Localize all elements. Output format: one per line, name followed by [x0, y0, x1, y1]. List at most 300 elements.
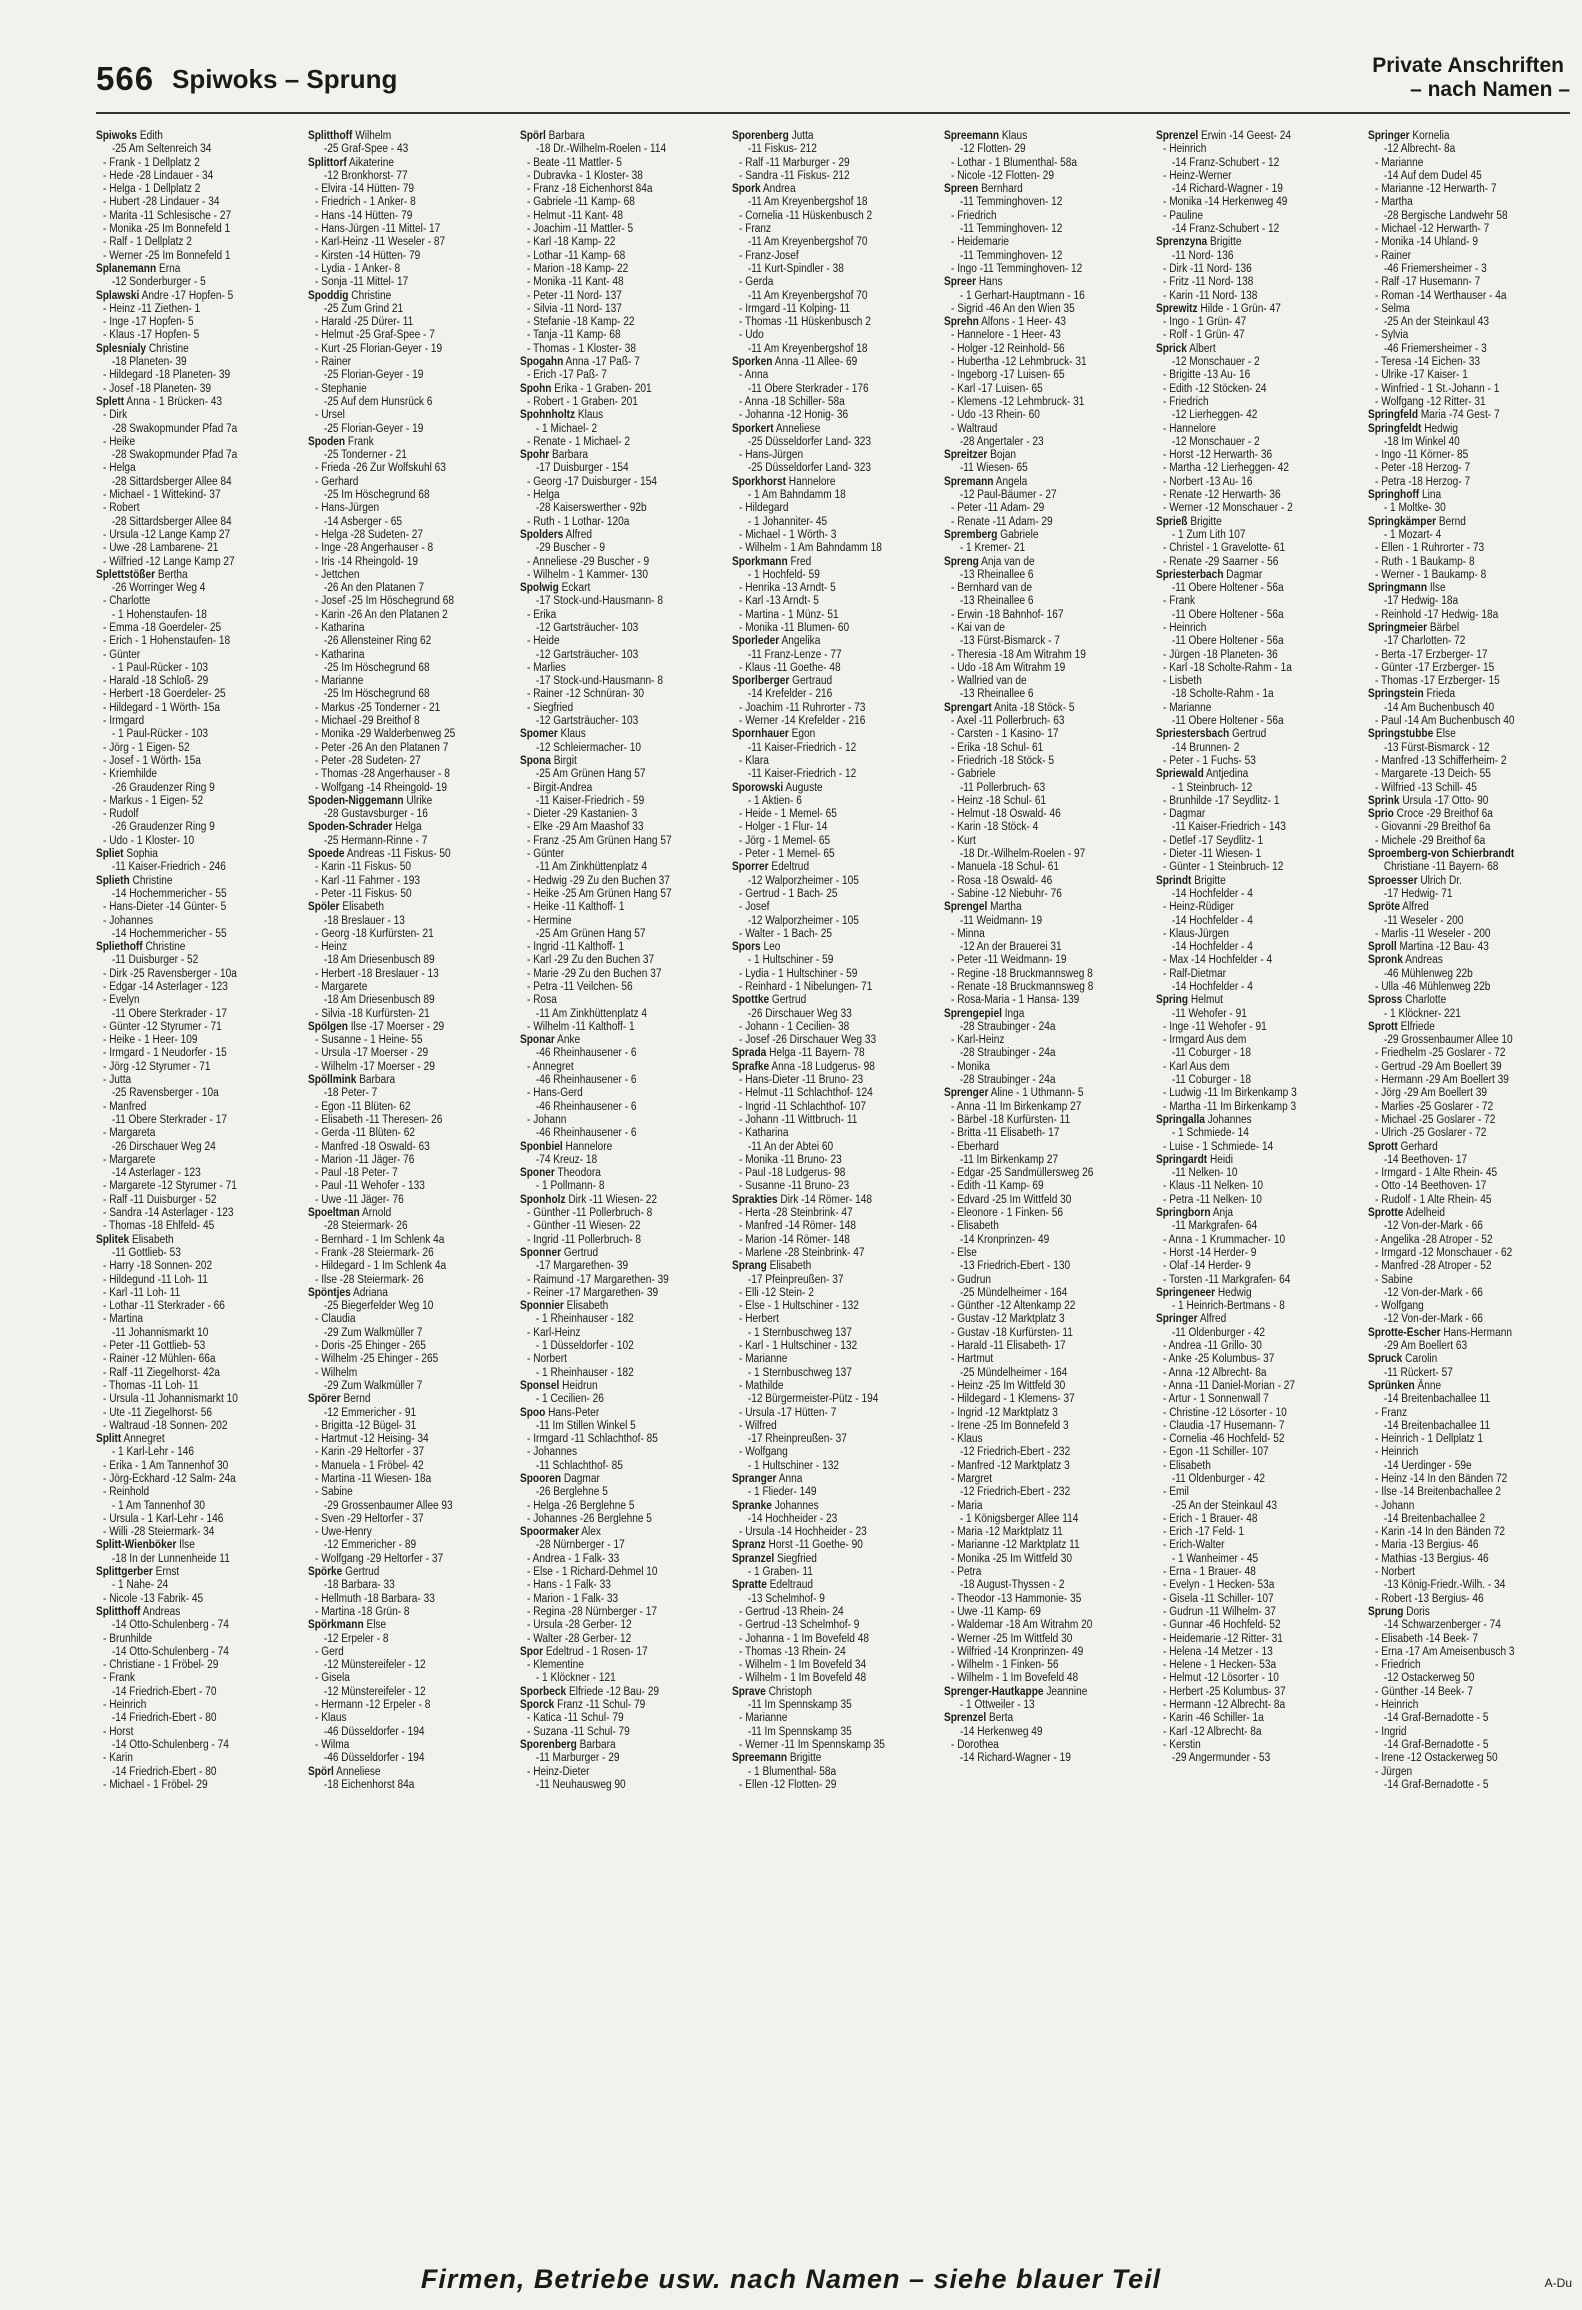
person-entry: - Sandra -14 Asterlager - 123 — [103, 1207, 234, 1220]
surname-entry: Sprehn Alfons - 1 Heer- 43 — [944, 316, 1067, 329]
surname: Sprenzel — [944, 1712, 987, 1725]
person-entry: - Günter -17 Erzberger- 15 — [1375, 661, 1495, 674]
address-line: -12 Albrecht- 8a — [1383, 143, 1456, 156]
person-entry: - Evelyn - 1 Hecken- 53a — [1163, 1579, 1275, 1592]
surname: Sponar — [520, 1034, 555, 1047]
person-entry: - Marianne — [739, 1712, 788, 1725]
address-line: - 1 Blumenthal- 58a — [747, 1765, 837, 1778]
person-entry: - Marlis -11 Weseler - 200 — [1375, 927, 1491, 940]
person-entry: - Wilhelm - 1 Finken- 56 — [951, 1659, 1059, 1672]
person-entry: - Werner -12 Monschauer - 2 — [1163, 502, 1293, 515]
address-line: -14 Graf-Bernadotte - 5 — [1383, 1712, 1489, 1725]
person-entry: - Hubert -28 Lindauer - 34 — [103, 196, 220, 209]
surname: Spöllmink — [308, 1074, 357, 1087]
address-line: Christiane -11 Bayern- 68 — [1383, 861, 1499, 874]
person-entry: - Werner -25 Im Bonnefeld 1 — [103, 249, 231, 262]
surname: Springstubbe — [1368, 728, 1434, 741]
address-line: -11 Obere Holtener - 56a — [1171, 715, 1284, 728]
person-entry: - Martha -12 Lierheggen- 42 — [1163, 462, 1290, 475]
surname-entry: Sporenberg Barbara — [520, 1738, 616, 1751]
surname: Spor — [520, 1645, 544, 1658]
person-entry: - Hans-Dieter -14 Günter- 5 — [103, 901, 227, 914]
address-line: -29 Zum Walkmüller 7 — [323, 1379, 423, 1392]
surname: Spreitzer — [944, 449, 988, 462]
person-entry: - Marion - 1 Falk- 33 — [527, 1592, 619, 1605]
address-line: -46 Mühlenweg 22b — [1383, 967, 1473, 980]
person-entry: - Marlies — [527, 661, 566, 674]
person-entry: - Harry -18 Sonnen- 202 — [103, 1260, 213, 1273]
address-line: -25 Am Grünen Hang 57 — [535, 927, 646, 940]
address-line: -12 Flotten- 29 — [959, 143, 1026, 156]
person-entry: - Eberhard — [951, 1140, 999, 1153]
address-line: -18 Planeten- 39 — [111, 356, 187, 369]
person-entry: - Elisabeth -14 Beek- 7 — [1375, 1632, 1478, 1645]
person-entry: - Jörg -29 Am Boellert 39 — [1375, 1087, 1487, 1100]
surname-entry: Spriesterbach Dagmar — [1156, 568, 1263, 581]
surname-entry: Springalla Johannes — [1156, 1113, 1252, 1126]
person-entry: - Hartmut — [951, 1353, 994, 1366]
person-entry: - Evelyn — [103, 994, 140, 1007]
person-entry: - Marianne — [1163, 701, 1212, 714]
surname: Spriewald — [1156, 768, 1204, 781]
surname: Sporrer — [732, 861, 769, 874]
person-entry: - Ingrid -11 Schlachthof- 107 — [739, 1100, 866, 1113]
page-range-title: Spiwoks – Sprung — [172, 64, 398, 94]
person-entry: - Margarete -12 Styrumer - 71 — [103, 1180, 237, 1193]
person-entry: - Hermann -12 Albrecht- 8a — [1163, 1699, 1286, 1712]
person-entry: - Wilma — [315, 1738, 350, 1751]
person-entry: - Holger -12 Reinhold- 56 — [951, 342, 1065, 355]
person-entry: - Lothar - 1 Blumenthal- 58a — [951, 156, 1078, 169]
surname-entry: Spoede Andreas -11 Fiskus- 50 — [308, 848, 451, 861]
person-entry: - Thomas -13 Rhein- 24 — [739, 1645, 846, 1658]
person-entry: - Joachim -11 Ruhrorter - 73 — [739, 701, 866, 714]
address-line: -46 Rheinhausener - 6 — [535, 1100, 637, 1113]
person-entry: - Rosa-Maria - 1 Hansa- 139 — [951, 994, 1080, 1007]
surname: Spörkmann — [308, 1619, 364, 1632]
surname-entry: Sprakties Dirk -14 Römer- 148 — [732, 1193, 873, 1206]
surname-entry: Sprengart Anita -18 Stöck- 5 — [944, 701, 1075, 714]
address-line: -25 Am Grünen Hang 57 — [535, 768, 646, 781]
surname-entry: Spriewald Antjedina — [1156, 768, 1249, 781]
person-entry: - Elisabeth — [951, 1220, 999, 1233]
surname-entry: Spornhauer Egon — [732, 728, 816, 741]
person-entry: - Irmgard - 1 Alte Rhein- 45 — [1375, 1167, 1498, 1180]
person-entry: - Günter -12 Styrumer - 71 — [103, 1020, 222, 1033]
address-line: -13 Fürst-Bismarck - 12 — [1383, 741, 1490, 754]
address-line: -29 Angermunder - 53 — [1171, 1752, 1271, 1765]
person-entry: - Frieda -26 Zur Wolfskuhl 63 — [315, 462, 446, 475]
header-rule — [96, 112, 1570, 114]
person-entry: - Ellen -12 Flotten- 29 — [739, 1778, 837, 1791]
person-entry: - Josef -26 Dirschauer Weg 33 — [739, 1034, 877, 1047]
person-entry: - Ursula -12 Lange Kamp 27 — [103, 528, 231, 541]
section-subtitle: – nach Namen – — [1410, 78, 1570, 101]
person-entry: - Karl -18 Scholte-Rahm - 1a — [1163, 661, 1292, 674]
person-entry: - Stephanie — [315, 382, 367, 395]
surname-entry: Sponholz Dirk -11 Wiesen- 22 — [520, 1193, 658, 1206]
person-entry: - Karin -46 Schiller- 1a — [1163, 1712, 1264, 1725]
surname: Spohnholtz — [520, 409, 576, 422]
surname: Spliethoff — [96, 941, 143, 954]
surname: Spreer — [944, 276, 977, 289]
person-entry: - Monika -11 Blumen- 60 — [739, 621, 850, 634]
person-entry: - Kirsten -14 Hütten- 79 — [315, 249, 421, 262]
surname: Sponbiel — [520, 1140, 563, 1153]
address-line: -12 Lierheggen- 42 — [1171, 409, 1258, 422]
surname: Spohr — [520, 449, 550, 462]
address-line: -29 Buscher - 9 — [535, 542, 606, 555]
person-entry: - Gertrud - 1 Bach- 25 — [739, 887, 838, 900]
person-entry: - Hede -28 Lindauer - 34 — [103, 169, 214, 182]
surname: Springstein — [1368, 688, 1424, 701]
person-entry: - Monika -14 Herkenweg 49 — [1163, 196, 1288, 209]
address-line: -18 Dr.-Wilhelm-Roelen - 97 — [959, 848, 1086, 861]
surname: Spranz — [732, 1539, 766, 1552]
person-entry: - Hartmut -12 Heising- 34 — [315, 1433, 429, 1446]
person-entry: - Ralf-Dietmar — [1163, 967, 1227, 980]
address-line: -14 Hochemmericher - 55 — [111, 927, 227, 940]
person-entry: - Helga — [103, 462, 136, 475]
address-line: - 1 Flieder- 149 — [747, 1486, 817, 1499]
surname: Spogahn — [520, 356, 564, 369]
person-entry: - Robert - 1 Graben- 201 — [527, 395, 638, 408]
surname-entry: Springhoff Lina — [1368, 489, 1442, 502]
person-entry: - Wilhelm - 1 Im Bovefeld 48 — [739, 1672, 867, 1685]
surname-entry: Sprindt Brigitte — [1156, 874, 1226, 887]
person-entry: - Ursula -28 Gerber- 12 — [527, 1619, 632, 1632]
person-entry: - Rainer — [1375, 249, 1412, 262]
surname: Spröte — [1368, 901, 1401, 914]
address-line: -14 Breitenbachallee 2 — [1383, 1512, 1486, 1525]
person-entry: - Rudolf — [103, 808, 139, 821]
address-line: -25 Auf dem Hunsrück 6 — [323, 395, 433, 408]
person-entry: - Georg -17 Duisburger - 154 — [527, 475, 657, 488]
address-line: - 1 Am Tannenhof 30 — [111, 1499, 206, 1512]
person-entry: - Paul -14 Am Buchenbusch 40 — [1375, 715, 1515, 728]
address-line: -11 Kurt-Spindler - 38 — [747, 262, 844, 275]
person-entry: - Norbert — [527, 1353, 567, 1366]
person-entry: - Helga — [527, 489, 560, 502]
person-entry: - Franz-Josef — [739, 249, 799, 262]
surname: Sproemberg-von Schierbrandt — [1368, 848, 1515, 861]
address-line: -11 Obere Sterkrader - 176 — [747, 382, 869, 395]
person-entry: - Günther -11 Pollerbruch- 8 — [527, 1207, 653, 1220]
person-entry: - Tanja -11 Kamp- 68 — [527, 329, 621, 342]
surname: Sporowski — [732, 781, 784, 794]
surname-entry: Sponsel Heidrun — [520, 1379, 598, 1392]
address-line: -25 Ravensberger - 10a — [111, 1087, 219, 1100]
surname-entry: Sponer Theodora — [520, 1167, 601, 1180]
person-entry: - Heide — [527, 635, 560, 648]
person-entry: - Peter - 1 Fuchs- 53 — [1163, 754, 1256, 767]
surname-entry: Spreer Hans — [944, 276, 1003, 289]
address-line: -26 Allensteiner Ring 62 — [323, 635, 432, 648]
address-line: -28 Sittardsberger Allee 84 — [111, 515, 232, 528]
address-line: -28 Nürnberger - 17 — [535, 1539, 625, 1552]
directory-column-7 — [1368, 130, 1567, 2255]
surname-entry: Sprada Helga -11 Bayern- 78 — [732, 1047, 865, 1060]
surname-entry: Spruck Carolin — [1368, 1353, 1438, 1366]
surname: Spohn — [520, 382, 552, 395]
person-entry: - Hans-Jürgen — [315, 502, 380, 515]
address-line: -26 Dirschauer Weg 33 — [747, 1007, 852, 1020]
person-entry: - Karl -12 Albrecht- 8a — [1163, 1725, 1262, 1738]
person-entry: - Ralf -11 Ziegelhorst- 42a — [103, 1366, 220, 1379]
address-line: -11 Obere Holtener - 56a — [1171, 608, 1284, 621]
person-entry: - Hellmuth -18 Barbara- 33 — [315, 1592, 435, 1605]
surname: Springborn — [1156, 1207, 1211, 1220]
person-entry: - Renate -12 Herwarth- 36 — [1163, 489, 1281, 502]
address-line: -13 König-Friedr.-Wilh. - 34 — [1383, 1579, 1506, 1592]
surname-entry: Spöler Elisabeth — [308, 901, 384, 914]
surname: Sporenberg — [520, 1738, 577, 1751]
surname-entry: Spreen Bernhard — [944, 183, 1023, 196]
person-entry: - Helga -28 Sudeten- 27 — [315, 528, 424, 541]
person-entry: - Heinz-Dieter — [527, 1765, 590, 1778]
person-entry: - Johannes — [527, 1446, 578, 1459]
surname: Sprott — [1368, 1020, 1398, 1033]
person-entry: - Erich-Walter — [1163, 1539, 1225, 1552]
address-line: -12 Von-der-Mark - 66 — [1383, 1220, 1483, 1233]
person-entry: - Wilfred — [739, 1419, 777, 1432]
person-entry: - Ingo - 1 Grün- 47 — [1163, 316, 1247, 329]
person-entry: - Friedhelm -25 Goslarer - 72 — [1375, 1047, 1506, 1060]
surname: Sprang — [732, 1260, 767, 1273]
surname-entry: Spooren Dagmar — [520, 1472, 600, 1485]
person-entry: - Rainer -12 Schnüran- 30 — [527, 688, 645, 701]
person-entry: - Jörg - 1 Memel- 65 — [739, 834, 831, 847]
address-line: - 1 Hultschiner - 59 — [747, 954, 834, 967]
surname: Spranzel — [732, 1552, 775, 1565]
person-entry: - Anneliese -29 Buscher - 9 — [527, 555, 650, 568]
person-entry: - Klaus -11 Goethe- 48 — [739, 661, 841, 674]
surname-entry: Spoormaker Alex — [520, 1526, 602, 1539]
person-entry: - Irmgard -12 Monschauer - 62 — [1375, 1246, 1513, 1259]
person-entry: - Max -14 Hochfelder - 4 — [1163, 954, 1273, 967]
person-entry: - Karin -11 Nord- 138 — [1163, 289, 1258, 302]
address-line: - 1 Sternbuschweg 137 — [747, 1366, 852, 1379]
person-entry: - Siegfried — [527, 701, 574, 714]
person-entry: - Katharina — [315, 648, 365, 661]
person-entry: - Wilhelm -25 Ehinger - 265 — [315, 1353, 439, 1366]
person-entry: - Michael -12 Herwarth- 7 — [1375, 223, 1490, 236]
person-entry: - Emma -18 Goerdeler- 25 — [103, 621, 222, 634]
surname: Spörer — [308, 1393, 341, 1406]
person-entry: - Hildegard — [739, 502, 789, 515]
person-entry: - Erika - 1 Am Tannenhof 30 — [103, 1459, 229, 1472]
person-entry: - Joachim -11 Mattler- 5 — [527, 223, 634, 236]
address-line: - 1 Am Bahndamm 18 — [747, 489, 846, 502]
person-entry: - Werner -11 Im Spennskamp 35 — [739, 1738, 885, 1751]
surname-entry: Spranz Horst -11 Goethe- 90 — [732, 1539, 863, 1552]
surname-entry: Sprenzel Erwin -14 Geest- 24 — [1156, 130, 1291, 142]
person-entry: - Marianne -12 Herwarth- 7 — [1375, 183, 1497, 196]
address-line: -12 Münstereifeler - 12 — [323, 1659, 426, 1672]
person-entry: - Walter - 1 Bach- 25 — [739, 927, 833, 940]
person-entry: - Karin -29 Heltorfer - 37 — [315, 1446, 425, 1459]
surname-entry: Sporlberger Gertraud — [732, 675, 833, 688]
surname: Splettstößer — [96, 568, 156, 581]
address-line: - 1 Mozart- 4 — [1383, 528, 1442, 541]
person-entry: - Marlene -28 Steinbrink- 47 — [739, 1246, 865, 1259]
surname-entry: Sporken Anna -11 Allee- 69 — [732, 356, 858, 369]
address-line: - 1 Schmiede- 14 — [1171, 1127, 1249, 1140]
person-entry: - Mathias -13 Bergius- 46 — [1375, 1552, 1489, 1565]
address-line: -13 Rheinallee 6 — [959, 688, 1034, 701]
person-entry: - Michael - 1 Wittekind- 37 — [103, 489, 221, 502]
person-entry: - Beate -11 Mattler- 5 — [527, 156, 622, 169]
person-entry: - Helene - 1 Hecken- 53a — [1163, 1659, 1277, 1672]
surname-entry: Sponnier Elisabeth — [520, 1300, 609, 1313]
person-entry: - Sylvia — [1375, 329, 1409, 342]
person-entry: - Eleonore - 1 Finken- 56 — [951, 1207, 1063, 1220]
surname: Springmeier — [1368, 621, 1428, 634]
surname-entry: Spreemann Klaus — [944, 130, 1028, 142]
address-line: -18 In der Lunnenheide 11 — [111, 1552, 230, 1565]
person-entry: - Maria -12 Marktplatz 11 — [951, 1526, 1063, 1539]
person-entry: - Edgar -14 Asterlager - 123 — [103, 981, 228, 993]
person-entry: - Ingo -11 Körner- 85 — [1375, 449, 1469, 462]
person-entry: - Johann — [1375, 1499, 1415, 1512]
person-entry: - Martina -18 Grün- 8 — [315, 1605, 410, 1618]
surname-entry: Sprio Croce -29 Breithof 6a — [1368, 808, 1493, 821]
address-line: - 1 Hochfeld- 59 — [747, 568, 820, 581]
directory-columns — [96, 130, 1568, 2255]
surname: Spölgen — [308, 1020, 348, 1033]
person-entry: - Manfred -12 Marktplatz 3 — [951, 1459, 1070, 1472]
address-line: -11 Pollerbruch- 63 — [959, 781, 1046, 794]
surname: Spreemann — [944, 130, 1000, 142]
surname: Spona — [520, 754, 551, 767]
person-entry: - Günter - 1 Steinbruch- 12 — [1163, 861, 1284, 874]
person-entry: - Stefanie -18 Kamp- 22 — [527, 316, 635, 329]
person-entry: - Roman -14 Werthauser - 4a — [1375, 289, 1507, 302]
surname-entry: Springstubbe Else — [1368, 728, 1456, 741]
person-entry: - Edvard -25 Im Wittfeld 30 — [951, 1193, 1072, 1206]
person-entry: - Erich - 1 Brauer- 48 — [1163, 1512, 1258, 1525]
person-entry: - Thomas -17 Erzberger- 15 — [1375, 675, 1500, 688]
person-entry: - Marion -14 Römer- 148 — [739, 1233, 850, 1246]
person-entry: - Martina -11 Wiesen- 18a — [315, 1472, 432, 1485]
address-line: -13 Friedrich-Ebert - 130 — [959, 1260, 1071, 1273]
surname-entry: Sproll Martina -12 Bau- 43 — [1368, 941, 1489, 954]
address-line: -14 Am Buchenbusch 40 — [1383, 701, 1495, 714]
person-entry: - Ludwig -11 Im Birkenkamp 3 — [1163, 1087, 1297, 1100]
person-entry: - Helmut -11 Kant- 48 — [527, 209, 624, 222]
address-line: -12 Münstereifeler - 12 — [323, 1685, 426, 1698]
address-line: -11 Am Kreyenbergshof 18 — [747, 342, 868, 355]
surname: Sprotte — [1368, 1207, 1404, 1220]
person-entry: - Rainer — [315, 356, 352, 369]
person-entry: - Helmut -25 Graf-Spee - 7 — [315, 329, 435, 342]
person-entry: - Theresia -18 Am Witrahm 19 — [951, 648, 1086, 661]
address-line: - 1 Johanniter- 45 — [747, 515, 828, 528]
address-line: -14 Asterlager - 123 — [111, 1167, 201, 1180]
person-entry: - Cornelia -46 Hochfeld- 52 — [1163, 1433, 1285, 1446]
person-entry: - Wilfried -14 Kronprinzen- 49 — [951, 1645, 1084, 1658]
person-entry: - Gabriele -11 Kamp- 68 — [527, 196, 635, 209]
person-entry: - Michael - 1 Wörth- 3 — [739, 528, 837, 541]
address-line: -11 Temminghoven- 12 — [959, 249, 1063, 262]
person-entry: - Nicole -13 Fabrik- 45 — [103, 1592, 204, 1605]
surname-entry — [1368, 848, 1567, 861]
surname-entry: Sporowski Auguste — [732, 781, 823, 794]
person-entry: - Heinrich - 1 Dellplatz 1 — [1375, 1433, 1484, 1446]
person-entry: - Gunnar -46 Hochfeld- 52 — [1163, 1619, 1281, 1632]
surname: Spöntjes — [308, 1286, 351, 1299]
person-entry: - Karl -17 Luisen- 65 — [951, 382, 1043, 395]
person-entry: - Ingrid — [1375, 1725, 1407, 1738]
address-line: -26 Dirschauer Weg 24 — [111, 1140, 216, 1153]
address-line: -17 Stock-und-Hausmann- 8 — [535, 595, 663, 608]
person-entry: - Friedrich - 1 Anker- 8 — [315, 196, 416, 209]
person-entry: - Marie -29 Zu den Buchen 37 — [527, 967, 662, 980]
person-entry: - Heinrich — [1375, 1699, 1419, 1712]
person-entry: - Horst — [103, 1725, 134, 1738]
address-line: -18 Breslauer - 13 — [323, 914, 405, 927]
address-line: -11 Kaiser-Friedrich - 59 — [535, 794, 645, 807]
surname: Spörl — [520, 130, 546, 142]
surname-entry: Spliet Sophia — [96, 848, 158, 861]
person-entry: - Heinz -14 In den Bänden 72 — [1375, 1472, 1508, 1485]
address-line: -17 Hedwig- 71 — [1383, 887, 1453, 900]
surname: Sprott — [1368, 1140, 1398, 1153]
person-entry: - Anna -18 Schiller- 58a — [739, 395, 845, 408]
person-entry: - Michael -25 Goslarer - 72 — [1375, 1113, 1496, 1126]
address-line: -14 Friedrich-Ebert - 70 — [111, 1685, 217, 1698]
address-line: -28 Swakopmunder Pfad 7a — [111, 449, 238, 462]
address-line: -46 Rheinhausener - 6 — [535, 1047, 637, 1060]
person-entry: - Thomas -11 Hüskenbusch 2 — [739, 316, 871, 329]
address-line: -11 Am Kreyenbergshof 18 — [747, 196, 868, 209]
address-line: -12 Emmericher - 91 — [323, 1406, 417, 1419]
person-entry: - Jörg-Eckhard -12 Salm- 24a — [103, 1472, 236, 1485]
person-entry: - Selma — [1375, 302, 1410, 315]
surname: Splitt-Wienböker — [96, 1539, 177, 1552]
surname-entry: Splieth Christine — [96, 874, 173, 887]
surname-entry: Spottke Gertrud — [732, 994, 807, 1007]
surname-entry: Sproesser Ulrich Dr. — [1368, 874, 1462, 887]
person-entry: - Uwe-Henry — [315, 1526, 372, 1539]
address-line: - 1 Nahe- 24 — [111, 1579, 169, 1592]
person-entry: - Pauline — [1163, 209, 1203, 222]
surname-entry: Spors Leo — [732, 941, 781, 954]
person-entry: - Dagmar — [1163, 808, 1206, 821]
person-entry: - Margarete — [103, 1153, 156, 1166]
person-entry: - Johann - 1 Cecilien- 38 — [739, 1020, 850, 1033]
address-line: -12 Von-der-Mark - 66 — [1383, 1286, 1483, 1299]
person-entry: - Elke -29 Am Maashof 33 — [527, 821, 644, 834]
person-entry: - Josef -25 Im Höschegrund 68 — [315, 595, 454, 608]
surname: Sprengepiel — [944, 1007, 1002, 1020]
address-line: -26 Berglehne 5 — [535, 1486, 608, 1499]
person-entry: - Harald -25 Dürer- 11 — [315, 316, 414, 329]
surname: Springhoff — [1368, 489, 1420, 502]
person-entry: - Thomas - 1 Kloster- 38 — [527, 342, 636, 355]
person-entry: - Norbert -13 Au- 16 — [1163, 475, 1253, 488]
surname-entry: Spring Helmut — [1156, 994, 1223, 1007]
person-entry: - Rolf - 1 Grün- 47 — [1163, 329, 1245, 342]
person-entry: - Brigitta -12 Bügel- 31 — [315, 1419, 417, 1432]
person-entry: - Herbert -18 Goerdeler- 25 — [103, 688, 226, 701]
person-entry: - Heinz-Werner — [1163, 169, 1232, 182]
person-entry: - Sabine -12 Niebuhr- 76 — [951, 887, 1062, 900]
address-line: -25 Im Höschegrund 68 — [323, 688, 430, 701]
person-entry: - Wilhelm - 1 Am Bahndamm 18 — [739, 542, 882, 555]
person-entry: - Uwe -11 Kamp- 69 — [951, 1605, 1041, 1618]
address-line: - 1 Hultschiner - 132 — [747, 1459, 839, 1472]
